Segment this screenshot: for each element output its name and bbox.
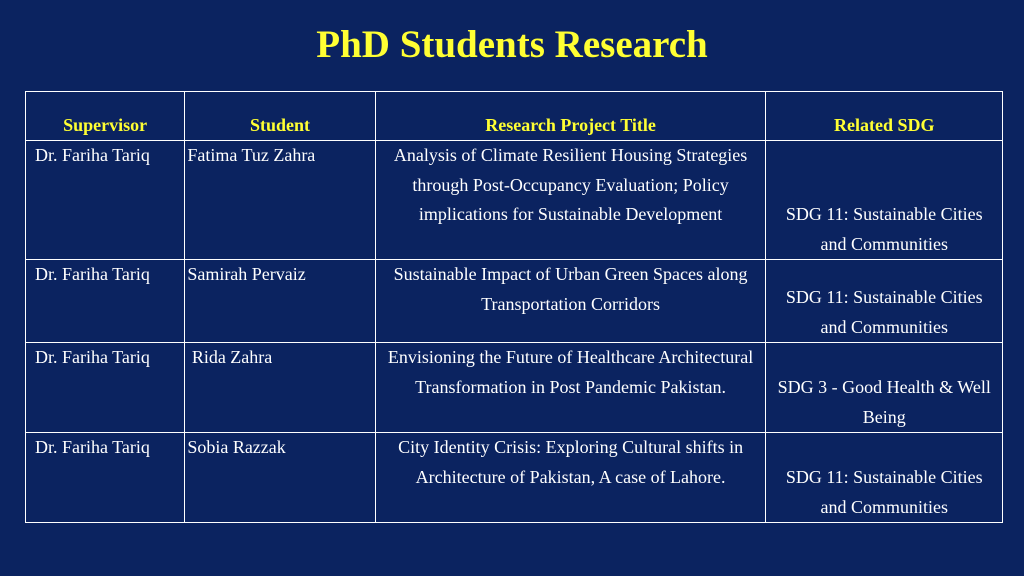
research-title-cell: Sustainable Impact of Urban Green Spaces along Transportation Corridors — [375, 260, 766, 343]
supervisor-cell: Dr. Fariha Tariq — [26, 260, 185, 343]
table-row — [26, 141, 1003, 260]
header-supervisor: Supervisor — [26, 92, 185, 141]
supervisor-cell: Dr. Fariha Tariq — [26, 343, 185, 433]
table-header-row — [26, 92, 1003, 141]
sdg-cell: SDG 11: Sustainable Cities and Communities — [766, 141, 1003, 260]
header-student: Student — [185, 92, 375, 141]
header-research-title: Research Project Title — [375, 92, 766, 141]
table-row — [26, 343, 1003, 433]
table-row — [26, 433, 1003, 523]
table-row — [26, 260, 1003, 343]
student-cell: Sobia Razzak — [185, 433, 375, 523]
sdg-cell: SDG 11: Sustainable Cities and Communities — [766, 260, 1003, 343]
research-title-cell: Envisioning the Future of Healthcare Architectural Transformation in Post Pandemic Pakistan. — [375, 343, 766, 433]
student-cell: Fatima Tuz Zahra — [185, 141, 375, 260]
header-related-sdg: Related SDG — [766, 92, 1003, 141]
supervisor-cell: Dr. Fariha Tariq — [26, 433, 185, 523]
research-title-cell: Analysis of Climate Resilient Housing Strategies through Post-Occupancy Evaluation; Policy implications for Sustainable Development — [375, 141, 766, 260]
student-cell: Rida Zahra — [185, 343, 375, 433]
sdg-cell: SDG 11: Sustainable Cities and Communities — [766, 433, 1003, 523]
student-cell: Samirah Pervaiz — [185, 260, 375, 343]
sdg-cell: SDG 3 - Good Health & Well Being — [766, 343, 1003, 433]
research-title-cell: City Identity Crisis: Exploring Cultural shifts in Architecture of Pakistan, A case of Lahore. — [375, 433, 766, 523]
page-title: PhD Students Research — [316, 23, 708, 66]
research-table — [25, 91, 1003, 523]
supervisor-cell: Dr. Fariha Tariq — [26, 141, 185, 260]
